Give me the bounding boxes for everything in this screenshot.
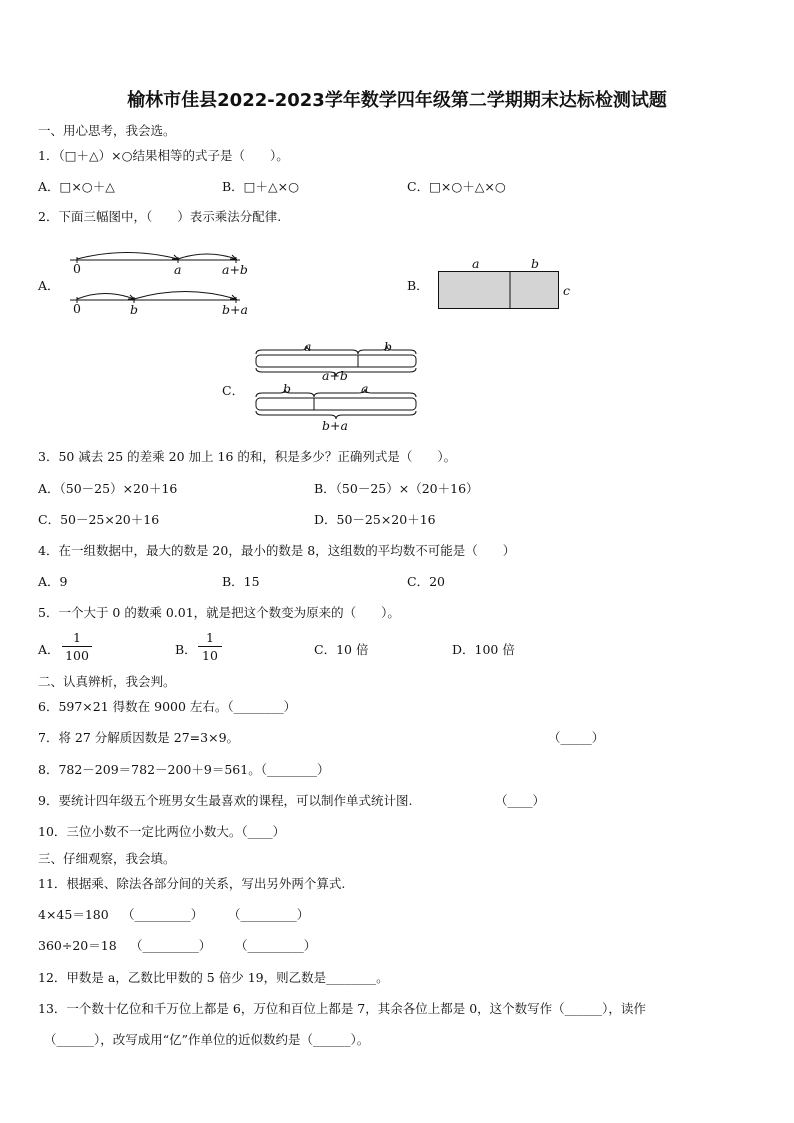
question-8: 8．782－209＝782－200＋9＝561。（________） — [38, 762, 330, 777]
question-9-stem: 9．要统计四年级五个班男女生最喜欢的课程，可以制作单式统计图. — [38, 793, 413, 808]
question-3-option-c: C．50－25×20＋16 — [38, 512, 160, 527]
fraction-b-numerator: 1 — [206, 630, 214, 645]
question-1-option-c: C．□×○＋△×○ — [407, 179, 506, 194]
fraction-b-denominator: 10 — [202, 648, 218, 663]
question-4-option-c: C．20 — [407, 574, 445, 589]
fraction-a-bar — [62, 646, 92, 647]
question-2-option-a-label: A． — [38, 278, 60, 293]
question-13-line-2: （______），改写成用“亿”作单位的近似数约是（______）。 — [44, 1032, 370, 1047]
question-10: 10．三位小数不一定比两位小数大。（____） — [38, 824, 286, 839]
question-7-blank[interactable]: （_____） — [548, 730, 605, 745]
question-11-row-2-blank-2[interactable]: （_________） — [235, 938, 317, 953]
question-11-row-1-equation: 4×45＝180 — [38, 907, 109, 922]
question-11-row-1-blank-2[interactable]: （_________） — [228, 907, 310, 922]
figure-a-zero-label-1: 0 — [73, 261, 81, 276]
question-4-stem: 4．在一组数据中，最大的数是 20，最小的数是 8，这组数的平均数不可能是（ ） — [38, 543, 516, 558]
figure-c-label-b-plus-a: b+a — [322, 418, 348, 433]
figure-a-label-a-plus-b: a+b — [222, 262, 248, 277]
question-5-option-a-fraction — [62, 630, 92, 663]
question-3-option-d: D．50－25×20＋16 — [314, 512, 436, 527]
question-11-row-2-equation: 360÷20＝18 — [38, 938, 117, 953]
figure-a-label-a: a — [174, 262, 182, 277]
figure-b-rectangle — [438, 271, 560, 311]
question-5-option-b-label: B． — [175, 642, 197, 657]
question-4-option-b: B．15 — [222, 574, 260, 589]
figure-b-label-a: a — [472, 256, 480, 271]
figure-c-label-a-plus-b: a+b — [322, 368, 348, 383]
question-3-option-b: B．（50－25）×（20＋16） — [314, 481, 479, 496]
figure-b-label-b: b — [531, 256, 540, 271]
question-5-stem: 5．一个大于 0 的数乘 0.01，就是把这个数变为原来的（ ）。 — [38, 605, 400, 620]
question-4-option-a: A．9 — [38, 574, 68, 589]
figure-a-zero-label-2: 0 — [73, 301, 81, 316]
question-3-stem: 3．50 减去 25 的差乘 20 加上 16 的和，积是多少？正确列式是（ ）。 — [38, 449, 457, 464]
section-heading-1: 一、用心思考，我会选。 — [38, 123, 176, 138]
figure-a-label-b-plus-a: b+a — [222, 302, 248, 317]
question-11-row-2-blank-1[interactable]: （_________） — [130, 938, 212, 953]
section-heading-3: 三、仔细观察，我会填。 — [38, 851, 176, 866]
question-2-option-b-label: B． — [407, 278, 429, 293]
question-2-option-c-label: C． — [222, 383, 245, 398]
question-1-option-a: A．□×○＋△ — [38, 179, 115, 194]
question-5-option-a-label: A． — [38, 642, 60, 657]
question-11-stem: 11．根据乘、除法各部分间的关系，写出另外两个算式. — [38, 876, 346, 891]
figure-a-label-b: b — [130, 302, 139, 317]
question-1-option-b: B．□＋△×○ — [222, 179, 299, 194]
question-3-option-a: A．（50－25）×20＋16 — [38, 481, 178, 496]
question-1-stem: 1．（□＋△）×○结果相等的式子是（ ）。 — [38, 148, 289, 163]
figure-c-label-a-top: a — [304, 339, 312, 354]
question-2-stem: 2．下面三幅图中，（ ）表示乘法分配律. — [38, 209, 282, 224]
question-12: 12．甲数是 a，乙数比甲数的 5 倍少 19，则乙数是________。 — [38, 970, 389, 985]
fraction-b-bar — [198, 646, 222, 647]
figure-c-segment-bars — [252, 350, 422, 420]
page-title: 榆林市佳县2022-2023学年数学四年级第二学期期末达标检测试题 — [127, 90, 667, 111]
figure-c-label-b-bottom: b — [283, 381, 292, 396]
question-11-row-1-blank-1[interactable]: （_________） — [122, 907, 204, 922]
figure-b-label-c: c — [563, 283, 571, 298]
question-5-option-c: C．10 倍 — [314, 642, 369, 657]
fraction-a-numerator: 1 — [73, 630, 81, 645]
figure-c-label-b-top: b — [384, 339, 393, 354]
fraction-a-denominator: 100 — [65, 648, 89, 663]
figure-c-label-a-bottom: a — [361, 381, 369, 396]
question-5-option-d: D．100 倍 — [452, 642, 515, 657]
question-13-line-1: 13．一个数十亿位和千万位上都是 6，万位和百位上都是 7，其余各位上都是 0，这个数写作（______），读作 — [38, 1001, 646, 1016]
question-6: 6．597×21 得数在 9000 左右。（________） — [38, 699, 297, 714]
question-9-blank[interactable]: （____） — [495, 793, 546, 808]
section-heading-2: 二、认真辨析，我会判。 — [38, 674, 176, 689]
question-7-stem: 7．将 27 分解质因数是 27=3×9。 — [38, 730, 240, 745]
question-5-option-b-fraction — [198, 630, 222, 663]
